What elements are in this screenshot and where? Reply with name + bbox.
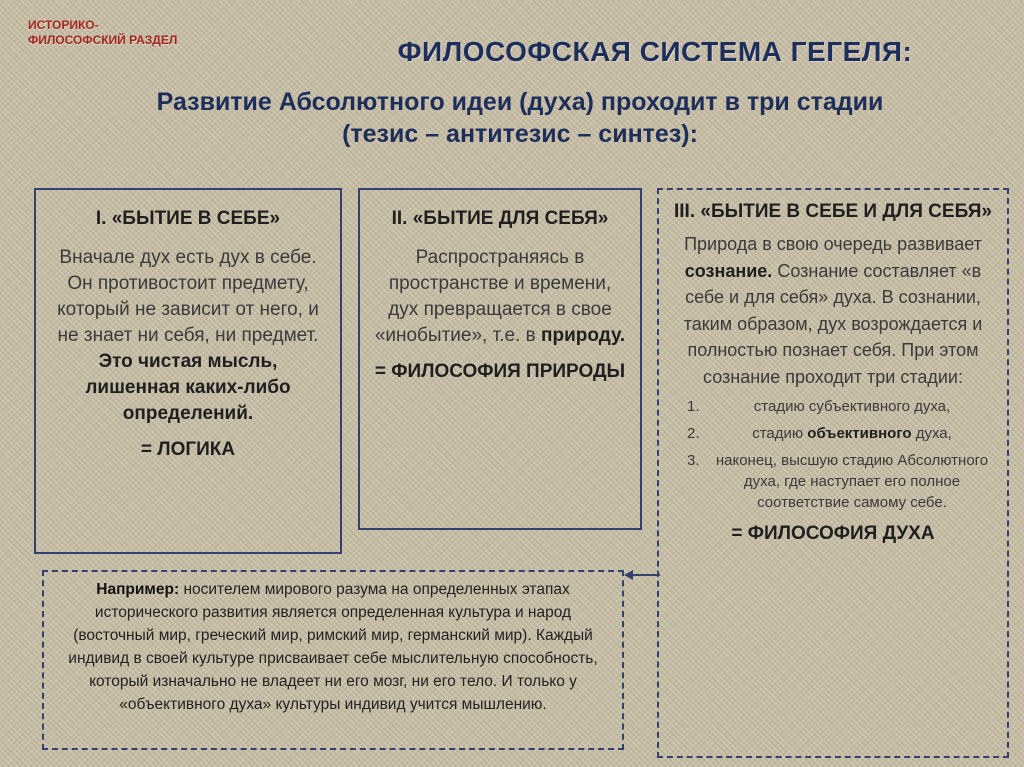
list-item-number: 3. [687,452,700,469]
stage3-text-bold: сознание. [684,260,773,281]
stage1-result: = ЛОГИКА [140,439,236,460]
stage1-text [50,245,326,427]
stage3-list [669,396,997,513]
subtitle-line1: Развитие Абсолютного идеи (духа) проходит в три стадии [156,88,884,116]
list-item-text: наконец, высшую стадию Абсолютного духа, где наступает его полное соответствие самому себе. [715,452,989,511]
section-label [28,18,177,48]
list-item-text-after: духа, [915,425,952,442]
stage2-text-bold: природу. [540,325,626,346]
subtitle-line2: (тезис – антитезис – синтез): [342,120,698,148]
stage3-title: III. «БЫТИЕ В СЕБЕ И ДЛЯ СЕБЯ» [674,201,992,222]
list-item-text: стадию субъективного духа, [753,398,951,415]
stage3-text-before: Природа в свою очередь развивает [684,234,982,254]
stage2-result: = ФИЛОСОФИЯ ПРИРОДЫ [374,361,626,382]
list-item-number: 1. [687,398,700,415]
example-box [42,570,624,750]
stage1-title: I. «БЫТИЕ В СЕБЕ» [95,208,281,229]
stage2-text [374,245,626,349]
page-title: ФИЛОСОФСКАЯ СИСТЕМА ГЕГЕЛЯ: [397,36,913,67]
example-text: носителем мирового разума на определенных этапах исторического развития является определенная культура и народ (восточный мир, греческий мир, римский мир, германский мир). Каждый индивид в своей культуре присваивает себе мыслительную способность, который изначально не владеет ни его мозг, ни его тело. И только у «объективного духа» культуры индивид учится мышлению. [68,581,598,713]
list-item-bold: объективного [807,425,912,442]
section-label-line2: ФИЛОСОФСКИЙ РАЗДЕЛ [28,33,178,47]
list-item-number: 2. [687,425,700,442]
stage3-text-after: Сознание составляет «в себе и для себя» духа. В сознании, таким образом, дух возрождается и полностью познает себя. При этом сознание проходит три стадии: [683,260,983,387]
section-label-line1: ИСТОРИКО- [28,18,99,32]
list-item-text: стадию [752,425,804,442]
example-label: Например: [96,581,180,598]
stage2-title: II. «БЫТИЕ ДЛЯ СЕБЯ» [391,208,609,229]
list-item [669,450,997,513]
stage1-text-plain: Вначале дух есть дух в себе. Он противостоит предмету, который не зависит от него, и не знает ни себя, ни предмет. [57,247,319,346]
page-subtitle [40,86,1000,150]
stage1-box [34,188,342,554]
list-item [669,396,997,417]
stage3-result: = ФИЛОСОФИЯ ДУХА [731,523,935,544]
list-item [669,423,997,444]
stage2-text-plain: Распространяясь в пространстве и времени, дух превращается в свое «инобытие», т.е. в [374,247,612,346]
arrow-left-icon [624,567,662,587]
stage2-box [358,188,642,530]
stage3-box [657,188,1009,758]
stage1-text-bold: Это чистая мысль, лишенная каких-либо определений. [85,351,291,424]
stage3-text [669,231,997,390]
